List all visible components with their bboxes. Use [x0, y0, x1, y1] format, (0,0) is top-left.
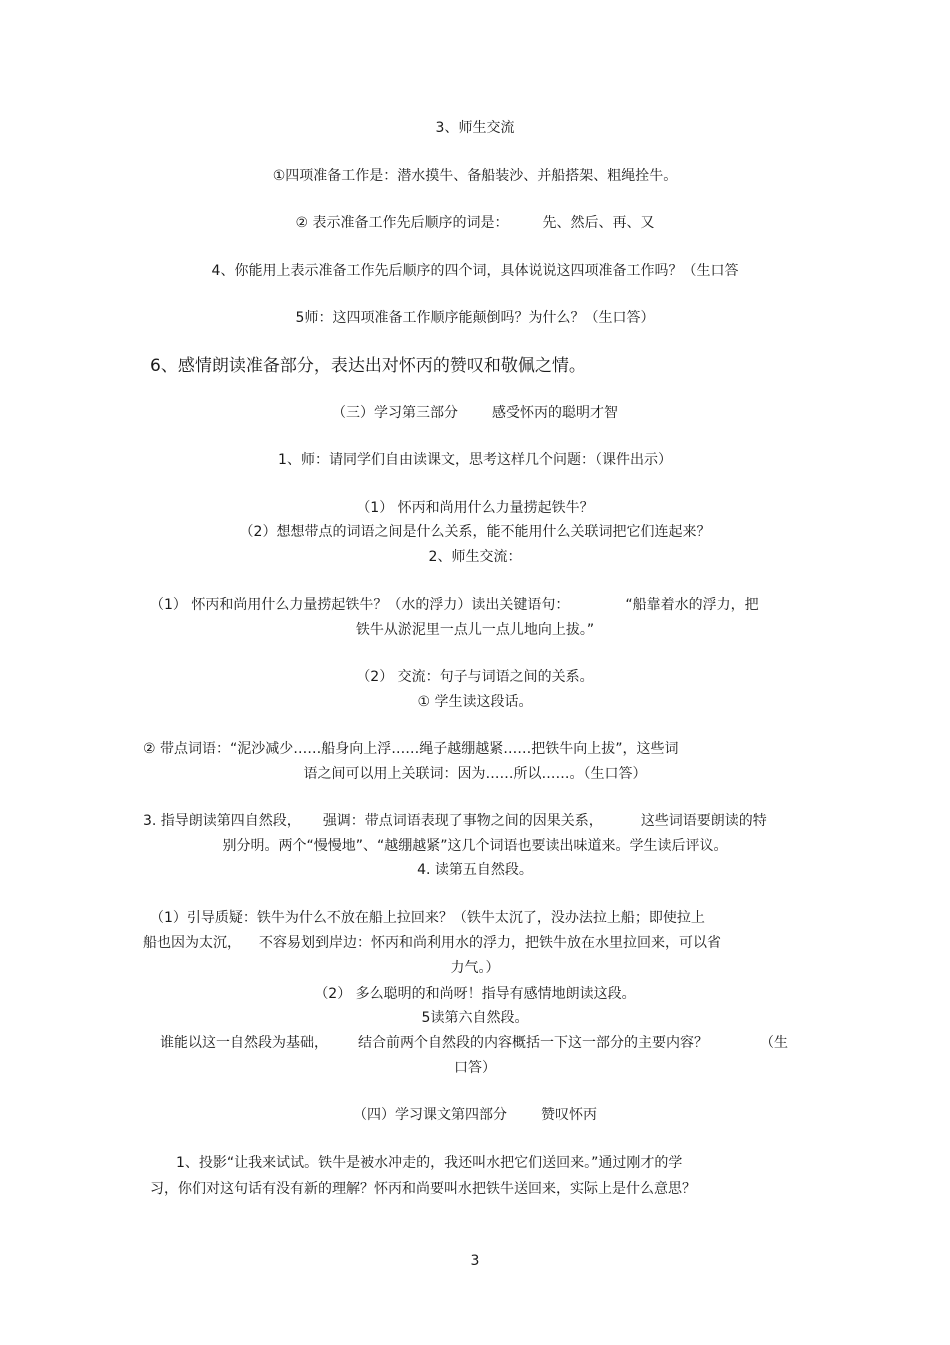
step-3-heading: 3、师生交流 [435, 120, 515, 136]
clever-monk-line: （2） 多么聪明的和尚呀！指导有感情地朗读这段。 [314, 986, 636, 1002]
step-6-line: 6、感情朗读准备部分，表达出对怀丙的赞叹和敬佩之情。 [150, 356, 586, 376]
answer-1-quote: “船靠着水的浮力，把 [625, 597, 759, 613]
reading-continued-line: 别分明。两个“慢慢地”、“越绷越紧”这几个词语也要读出味道来。学生读后评议。 [222, 838, 728, 854]
summary-part-a: 谁能以这一自然段为基础， [160, 1035, 328, 1051]
step-4-line: 4、你能用上表示准备工作先后顺序的四个词，具体说说这四项准备工作吗？（生口答 [211, 263, 739, 279]
summary-answer-line: 口答） [454, 1060, 496, 1076]
answer-1-continued: 铁牛从淤泥里一点儿一点儿地向上拔。” [355, 622, 595, 638]
step-3-reading-line [143, 813, 767, 829]
summary-question-line [160, 1035, 788, 1051]
four-preparations-line: ①四项准备工作是：潜水摸牛、备船装沙、并船搭架、粗绳拴牛。 [272, 168, 678, 184]
order-words-line [0, 215, 950, 231]
dotted-words-line: ② 带点词语：“泥沙减少……船身向上浮……绳子越绷越紧……把铁牛向上拔”，这些词 [143, 741, 679, 757]
question-guide-end: 力气。） [450, 960, 500, 976]
answer-1-text: （1） 怀丙和尚用什么力量捞起铁牛？（水的浮力）读出关键语句： [150, 597, 570, 613]
section-3-subtitle: 感受怀丙的聪明才智 [492, 405, 618, 421]
section-4-subtitle: 赞叹怀丙 [541, 1107, 597, 1123]
conjunction-line: 语之间可以用上关联词：因为……所以……。（生口答） [303, 766, 647, 782]
exchange-2-line: （2） 交流：句子与词语之间的关系。 [356, 669, 594, 685]
emphasis-continued: 这些词语要朗读的特 [640, 813, 767, 829]
question-1-line: （1） 怀丙和尚用什么力量捞起铁牛？ [356, 500, 594, 516]
step-4-reading-line: 4. 读第五自然段。 [417, 862, 533, 878]
step-5-reading-line: 5读第六自然段。 [421, 1010, 529, 1026]
summary-part-b: 结合前两个自然段的内容概括一下这一部分的主要内容？ [358, 1035, 708, 1051]
emphasis-text: 强调：带点词语表现了事物之间的因果关系， [322, 813, 603, 829]
question-2-line: （2）想想带点的词语之间是什么关系，能不能用什么关联词把它们连起来？ [239, 524, 711, 540]
exchange-heading: 2、师生交流： [428, 549, 522, 565]
section-3-title: （三）学习第三部分 [332, 405, 458, 421]
question-guide-line: （1）引导质疑：铁牛为什么不放在船上拉回来？（铁牛太沉了，没办法拉上船；即使拉上 [150, 910, 705, 926]
page-number: 3 [470, 1253, 480, 1269]
question-guide-part-a: 船也因为太沉， [143, 935, 241, 951]
question-guide-continued [143, 935, 721, 951]
answer-1-line [150, 597, 759, 613]
section-3-heading [0, 405, 950, 421]
section-4-heading [0, 1107, 950, 1123]
projection-line: 1、投影“让我来试试。铁牛是被水冲走的，我还叫水把它们送回来。”通过刚才的学 [176, 1155, 683, 1171]
order-words-label: ② 表示准备工作先后顺序的词是： [295, 215, 509, 231]
order-words-values: 先、然后、再、又 [542, 215, 655, 231]
section-4-title: （四）学习课文第四部分 [353, 1107, 507, 1123]
student-read-line: ① 学生读这段话。 [417, 694, 533, 710]
summary-part-c: （生 [760, 1035, 788, 1051]
question-guide-part-b: 不容易划到岸边：怀丙和尚利用水的浮力，把铁牛放在水里拉回来，可以省 [259, 935, 721, 951]
question-prompt-line: 1、师：请同学们自由读课文，思考这样几个问题：（课件出示） [278, 452, 672, 468]
reading-guide: 3. 指导朗读第四自然段， [143, 813, 301, 829]
step-5-line: 5师：这四项准备工作顺序能颠倒吗？为什么？（生口答） [295, 310, 655, 326]
projection-continued: 习，你们对这句话有没有新的理解？怀丙和尚要叫水把铁牛送回来，实际上是什么意思？ [150, 1181, 696, 1197]
